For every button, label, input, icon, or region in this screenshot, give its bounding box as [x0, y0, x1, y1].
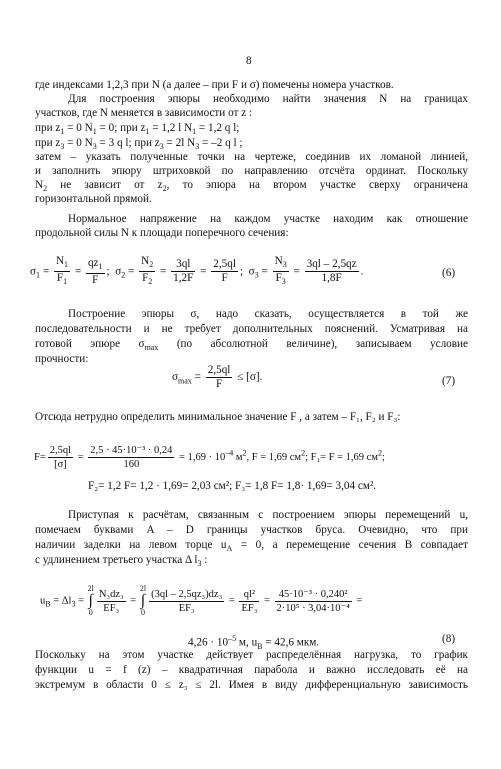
paragraph-line: и заполнить эпюру штриховкой по направлению отсчёта ординат. Поскольку [35, 165, 468, 177]
equation-8: $u_B = \Delta l_3$ = 2l ∫ 0 $\frac{\text{N₃dz₃}}{\text{EF₃}}$ = 2l ∫ 0 $\frac{\text{(3ql – 2,5qz₃)dz₃}}{\text{EF₃}}$ = $\frac{\text{ql²}}{\text{EF₃}}$ = $\frac{\text{45·10⁻³ · 0,240²}}{\text{2·10⁵ · 3,04·10⁻⁴}}$ = [40, 584, 363, 617]
paragraph-line: Отсюда нетрудно определить минимальное значение F , а затем – F₁, F₂ и F₃: [35, 411, 401, 423]
calculation-line-1: F= $\frac{2,5ql}{[\sigma]}$ = $\frac{\text{2,5 · 45·10⁻³ · 0,24}}{160}$ = $1,69 \cdot 10^{-4}$ $м^2$, F = 1,69 $см^2$; F₁= F = 1,69 $см^2$; [34, 445, 385, 470]
paragraph-line: Построение эпюры σ, надо сказать, осуществляется в той же [68, 308, 468, 320]
integral-sign: 2l ∫ 0 [87, 584, 94, 617]
equation-number: (8) [442, 633, 456, 645]
paragraph-line: Нормальное напряжение на каждом участке находим как отношение [68, 213, 468, 225]
condition-line-2: при $z_3 = 0$ $N_3 = 3$ q l; при $z_3 = 2l$ $N_3 = -2$ q l ; [35, 137, 243, 152]
paragraph-line: затем – указать полученные точки на чертеже, соединив их ломаной линией, [35, 151, 468, 163]
paragraph-line: наличии заделки на левом торце $u_A = 0$, а перемещение сечения B совпадает [35, 539, 468, 554]
paragraph-line: последовательности и не требует дополнительных пояснений. Усматривая на [35, 323, 468, 335]
paragraph-line: $N_2$ не зависит от $z_2$, то эпюра на втором участке сверху ограничена [35, 179, 469, 194]
paragraph-line: горизонтальной прямой. [35, 193, 152, 205]
condition-line-1: при $z_1 = 0$ $N_1 = 0$; при $z_1 = 1,2$ l $N_1 = 1,2$ q l; [35, 122, 240, 137]
paragraph-line: экстремум в области 0 ≤ z₃ ≤ 2l. Имея в виду дифференциальную зависимость [35, 679, 468, 691]
paragraph-line: где индексами 1,2,3 при N (а далее – при F и σ) помечены номера участков. [35, 79, 394, 91]
paragraph-line: помечаем буквами A – D границы участков бруса. Очевидно, что при [35, 524, 468, 536]
calculation-line-2: F₂= 1,2 F= 1,2 · 1,69= 2,03 см²; F₃= 1,8 F= 1,8· 1,69= 3,04 см². [88, 480, 377, 492]
paragraph-line: продольной силы N к площади поперечного сечения: [35, 227, 289, 239]
integral-sign: 2l ∫ 0 [139, 584, 147, 617]
page-number: 8 [246, 55, 252, 67]
paragraph-line: участков, где N меняется в зависимости от z : [35, 107, 253, 119]
equation-7: $\sigma_{max}$ = $\frac{2,5ql}{F}$ ≤ [σ]. [172, 364, 263, 390]
equation-8-result: $4,26 \cdot 10^{-5}$ м, $u_B = 42,6$ мкм. [188, 634, 320, 651]
paragraph-line: готовой эпюре $\sigma_{max}$ (по абсолютной величине), записываем условие [35, 338, 468, 353]
paragraph-line: Приступая к расчётам, связанным с построением эпюры перемещений u, [68, 509, 468, 521]
equation-number: (7) [442, 375, 456, 387]
equation-number: (6) [442, 267, 456, 279]
paragraph-line: функции u = f (z) – квадратичная парабола и важно исследовать её на [35, 664, 468, 676]
paragraph-line: Поскольку на этом участке действует распределённая нагрузка, то график [35, 649, 468, 661]
paragraph-line: Для построения эпюры необходимо найти значения N на границах [68, 93, 468, 105]
paragraph-line: с удлинением третьего участка Δ $l_3$ : [35, 554, 208, 569]
paragraph-line: прочности: [35, 353, 89, 365]
equation-6: $\sigma_1$ = $\frac{N_1}{F_1}$ = $\frac{qz_1}{F}$ ; $\sigma_2$ = $\frac{N_2}{F_2}$ = $\frac{3ql}{1,2F}$ = $\frac{2,5ql}{F}$ ; $\sigma_3$ = $\frac{N_3}{F_3}$ = $\frac{3ql - 2,5qz}{1,8F}$ . [30, 255, 364, 287]
